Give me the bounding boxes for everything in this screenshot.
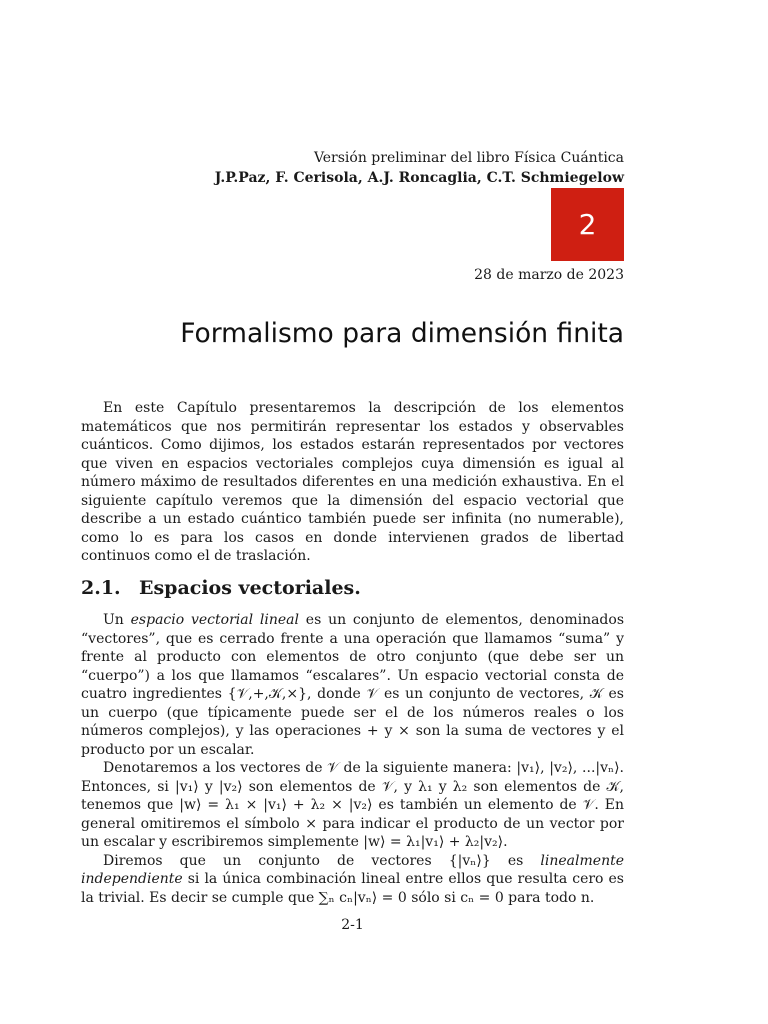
document-page — [81, 0, 624, 1024]
page-number: 2-1 — [341, 917, 364, 933]
authors-line: J.P.Paz, F. Cerisola, A.J. Roncaglia, C.T. Schmiegelow — [214, 170, 624, 186]
section-body — [81, 611, 624, 907]
chapter-title: Formalismo para dimensión finita — [180, 318, 624, 349]
body-paragraph — [81, 611, 624, 759]
section-number: 2.1. — [81, 577, 121, 599]
text-run: Diremos que un conjunto de vectores {|vₙ⟩} es — [103, 852, 541, 869]
emphasis-term: linealmente independiente — [81, 852, 624, 887]
body-paragraph — [81, 852, 624, 908]
body-paragraph: Denotaremos a los vectores de 𝒱 de la siguiente manera: |v₁⟩, |v₂⟩, ...|vₙ⟩. Entonces, si |v₁⟩ y |v₂⟩ son elementos de 𝒱, y λ₁ y λ₂ son elementos de 𝒦, tenemos que |w⟩ = λ₁ × |v₁⟩ + λ₂ × |v₂⟩ es también un elemento de 𝒱. En general omitiremos el símbolo × para indicar el producto de un vector por un escalar y escribiremos simplemente |w⟩ = λ₁|v₁⟩ + λ₂|v₂⟩. — [81, 760, 624, 850]
date-line: 28 de marzo de 2023 — [474, 267, 624, 283]
section-heading — [81, 574, 361, 602]
text-run: si la única combinación lineal entre ellos que resulta cero es la trivial. Es decir se cumple que ∑ₙ cₙ|vₙ⟩ = 0 sólo si cₙ = 0 para todo n. — [81, 871, 624, 906]
emphasis-term: espacio vectorial lineal — [130, 612, 299, 628]
chapter-abstract — [81, 399, 624, 566]
section-title: Espacios vectoriales. — [139, 577, 361, 599]
abstract-paragraph: En este Capítulo presentaremos la descripción de los elementos matemáticos que nos permitirán representar los estados y observables cuánticos. Como dijimos, los estados estarán representados por vectores que viven en espacios vectoriales complejos cuya dimensión es igual al número máximo de resultados diferentes en una medición exhaustiva. En el siguiente capítulo veremos que la dimensión del espacio vectorial que describe a un estado cuántico también puede ser infinita (no numerable), como lo es para los casos en donde intervienen grados de libertad continuos como el de traslación. — [81, 400, 624, 564]
chapter-number-badge: 2 — [551, 188, 624, 261]
text-run: Un — [103, 612, 131, 628]
book-version-line: Versión preliminar del libro Física Cuántica — [313, 150, 624, 166]
text-run: es un conjunto de elementos, denominados “vectores”, que es cerrado frente a una operación que llamamos “suma” y frente al producto con elementos de otro conjunto (que debe ser un “cuerpo”) a los que llamamos “escalares”. Un espacio vectorial consta de cuatro ingredientes {𝒱,+,𝒦,×}, donde 𝒱 es un conjunto de vectores, 𝒦 es un cuerpo (que típicamente puede ser el de los números reales o los números complejos), y las operaciones + y × son la suma de vectores y el producto por un escalar. — [81, 612, 625, 758]
